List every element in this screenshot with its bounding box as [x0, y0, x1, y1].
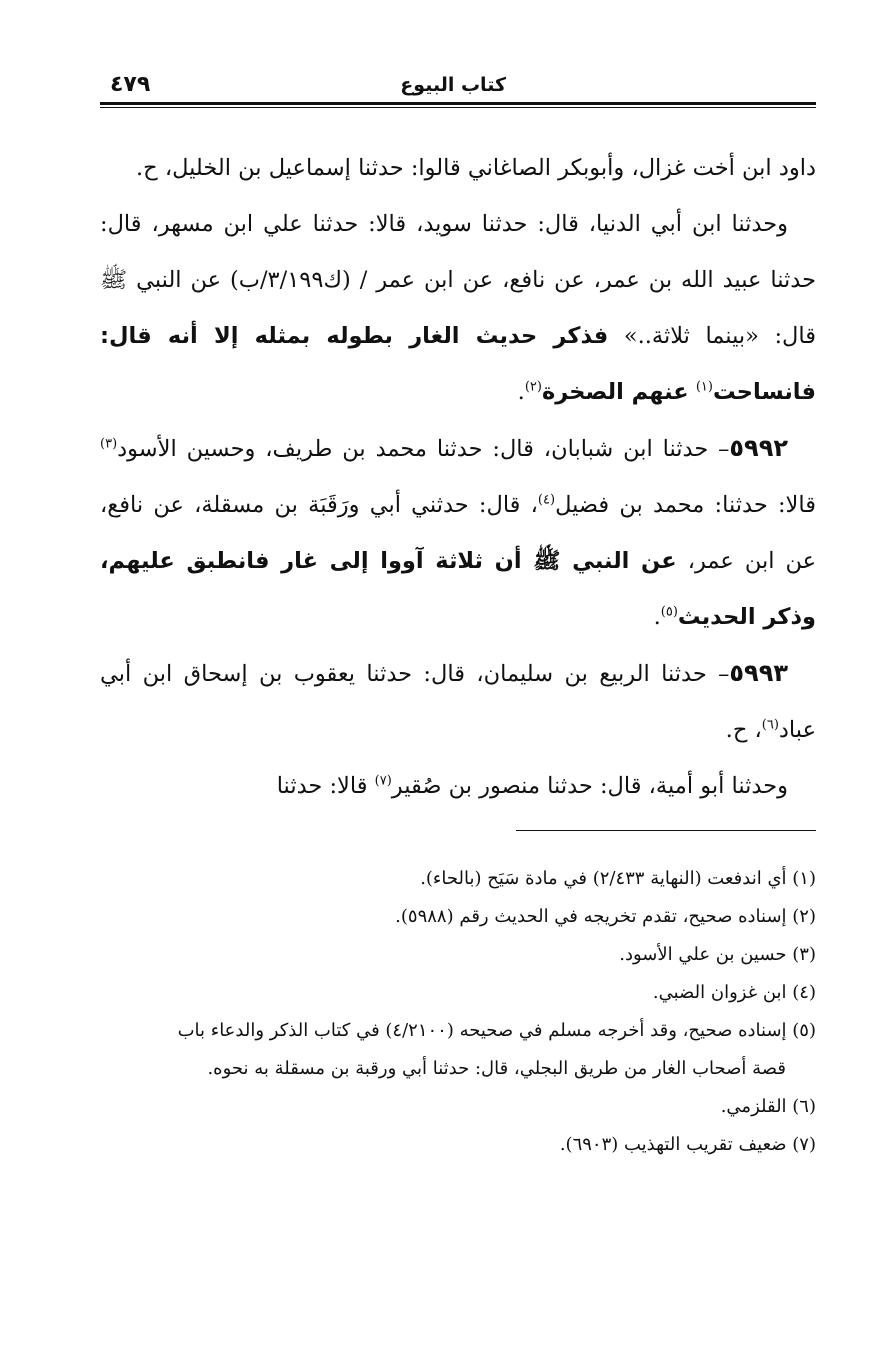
hadith-5993-text-a: – حدثنا الربيع بن سليمان، قال: حدثنا يعقوب بن إسحاق ابن أبي عباد: [100, 661, 816, 743]
footnote-ref-1[interactable]: (١): [695, 379, 713, 395]
footnote-ref-2[interactable]: (٢): [524, 379, 542, 395]
footnote-separator: [516, 830, 816, 831]
footnote-ref-3[interactable]: (٣): [100, 436, 118, 452]
book-page: [100, 60, 817, 1155]
page-header: [100, 60, 816, 100]
paragraph-2-bold-a: فذكر حديث الغار بطوله بمثله إلا أنه قال: فانساحت: [100, 323, 816, 405]
hadith-number-5993: ٥٩٩٣: [729, 659, 788, 687]
footnotes: [100, 860, 816, 1164]
footnote-4: (٤) ابن غزوان الضبي.: [652, 982, 816, 1003]
footnote-2: (٢) إسناده صحيح، تقدم تخريجه في الحديث رقم (٥٩٨٨).: [395, 906, 816, 927]
paragraph-last-text-b: قالا: حدثنا: [276, 773, 368, 799]
hadith-5992-bold: عن النبي ﷺ أن ثلاثة آووا إلى غار فانطبق عليهم، وذكر الحديث: [100, 548, 816, 630]
footnote-ref-4[interactable]: (٤): [537, 492, 556, 508]
paragraph-2: [100, 196, 816, 420]
hadith-5992-text-b: قالا: حدثنا: محمد بن فضيل: [555, 492, 816, 518]
footnote-ref-6[interactable]: (٦): [761, 717, 779, 733]
header-rule-thick: [100, 102, 816, 105]
hadith-5993-text-b: ، ح.: [725, 717, 762, 743]
footnote-5: (٥) إسناده صحيح، وقد أخرجه مسلم في صحيحه (٤/٢١٠٠) في كتاب الذكر والدعاء باب: [177, 1020, 816, 1041]
footnote-ref-5[interactable]: (٥): [660, 604, 678, 620]
paragraph-2-text: وحدثنا ابن أبي الدنيا، قال: حدثنا سويد، قالا: حدثنا علي ابن مسهر، قال: حدثنا عبيد الله بن عمر، عن نافع، عن ابن عمر / (ك٣/١٩٩/ب) عن النبي ﷺ قال: «بينما ثلاثة..»: [100, 211, 817, 349]
footnote-5-continued: قصة أصحاب الغار من طريق البجلي، قال: حدثنا أبي ورقبة بن مسقلة به نحوه.: [207, 1058, 786, 1079]
footnote-1: (١) أي اندفعت (النهاية ٢/٤٣٣) في مادة سَيَح (بالحاء).: [420, 868, 816, 889]
footnote-ref-7[interactable]: (٧): [374, 773, 392, 789]
paragraph-2-bold-b: عنهم الصخرة: [541, 379, 689, 405]
hadith-5992-text-a: – حدثنا ابن شبابان، قال: حدثنا محمد بن طريف، وحسين الأسود: [117, 436, 730, 462]
page-number: ٤٧٩: [110, 72, 151, 97]
paragraph-last: [100, 758, 816, 814]
main-text: [100, 140, 816, 814]
footnote-7: (٧) ضعيف تقريب التهذيب (٦٩٠٣).: [559, 1134, 816, 1155]
paragraph-last-text-a: وحدثنا أبو أمية، قال: حدثنا منصور بن صُقير: [391, 773, 788, 799]
footnote-6: (٦) القلزمي.: [720, 1096, 816, 1117]
hadith-5992-end: .: [653, 604, 661, 630]
running-title: كتاب البيوع: [400, 74, 506, 96]
hadith-5992: [100, 420, 816, 645]
paragraph-1: داود ابن أخت غزال، وأبوبكر الصاغاني قالوا: حدثنا إسماعيل بن الخليل، ح.: [136, 155, 816, 181]
hadith-number-5992: ٥٩٩٢: [729, 434, 788, 462]
footnote-3: (٣) حسين بن علي الأسود.: [619, 944, 816, 965]
paragraph-2-end: .: [517, 379, 525, 405]
header-rule-thin: [100, 107, 816, 108]
hadith-5993: [100, 645, 816, 758]
hadith-5992-text-c: ، قال: حدثني أبي ورَقَبَة بن مسقلة، عن نافع، عن ابن عمر،: [100, 492, 817, 574]
